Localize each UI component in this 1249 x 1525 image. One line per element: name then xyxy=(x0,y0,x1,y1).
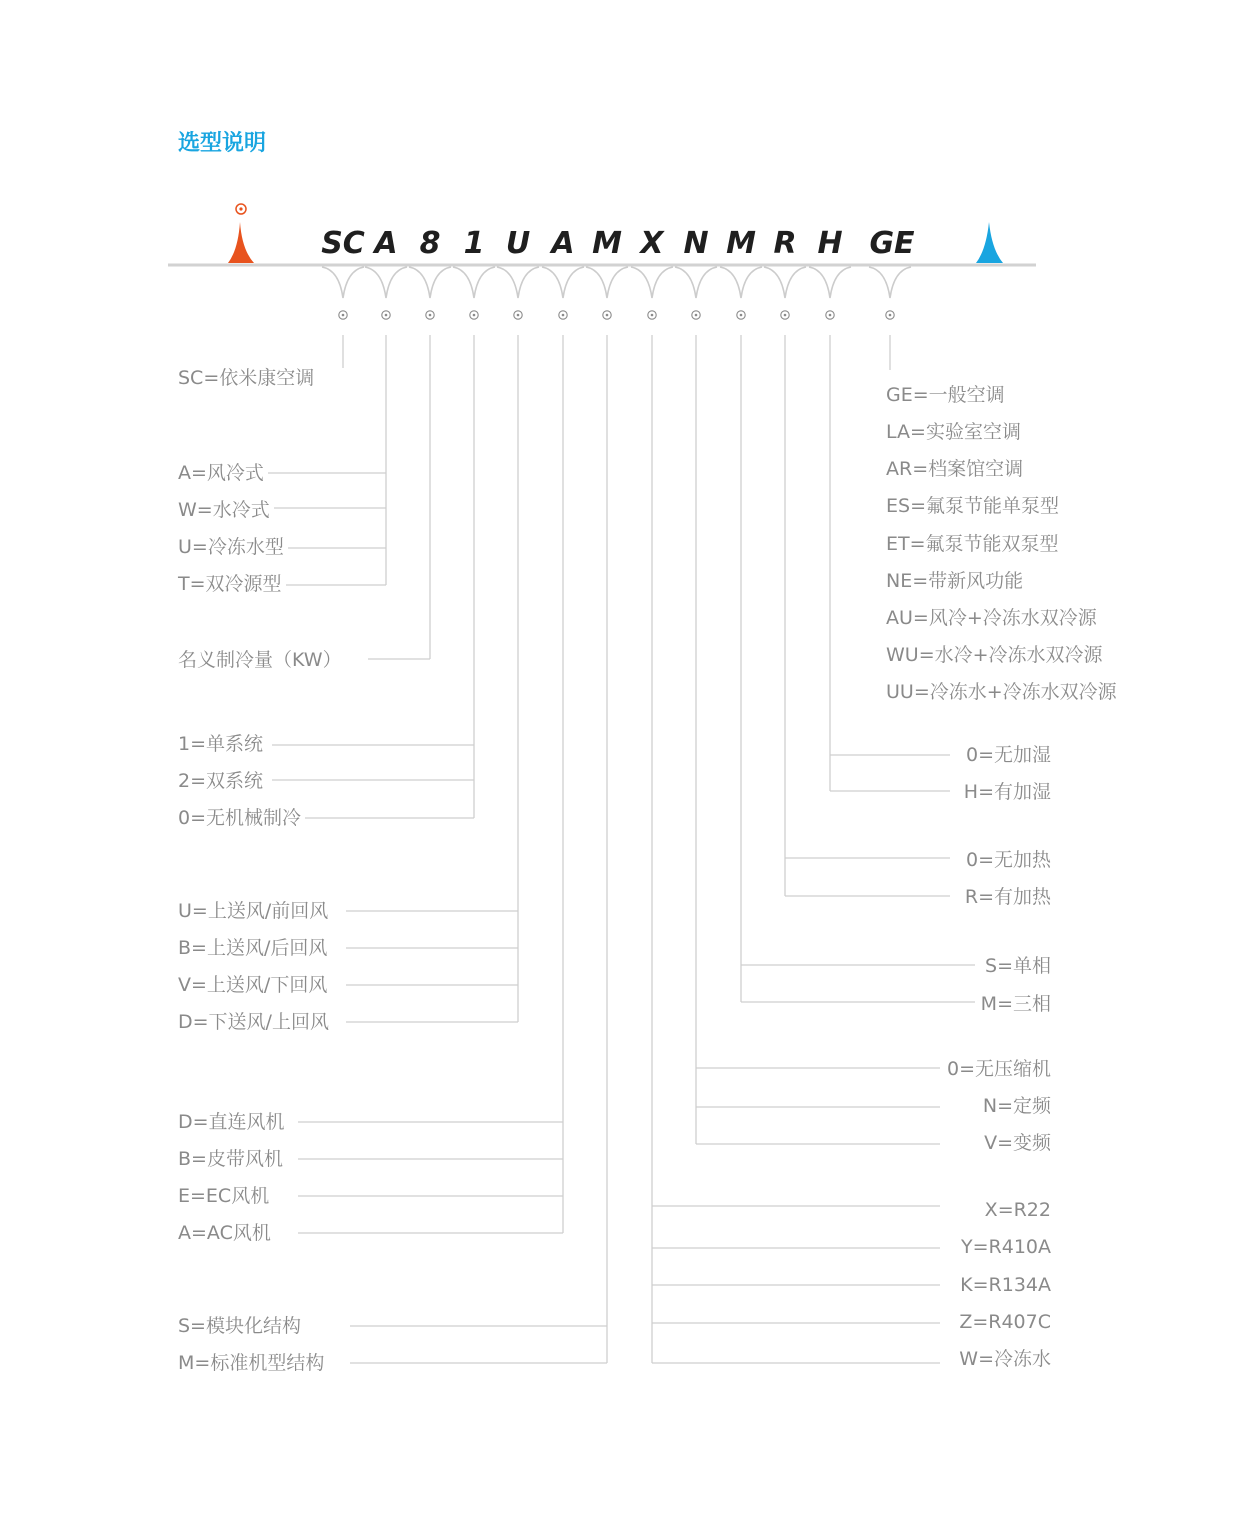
option-humidifier: H=有加湿 xyxy=(960,778,1051,806)
option-system: 1=单系统 xyxy=(178,730,267,758)
option-phase: S=单相 xyxy=(981,952,1051,980)
code-scallop xyxy=(764,267,806,298)
start-dot-center-icon xyxy=(239,207,242,210)
end-marker-icon xyxy=(976,222,1003,263)
code-scallop xyxy=(869,267,911,298)
option-heating: 0=无加热 xyxy=(962,846,1051,874)
option-fan: E=EC风机 xyxy=(178,1182,273,1210)
code-dot-center-icon xyxy=(740,314,743,317)
option-airflow: V=上送风/下回风 xyxy=(178,971,331,999)
code-scallop xyxy=(631,267,673,298)
option-application: AR=档案馆空调 xyxy=(886,455,1023,483)
option-humidifier: 0=无加湿 xyxy=(962,741,1051,769)
code-dot-center-icon xyxy=(784,314,787,317)
page-title: 选型说明 xyxy=(178,131,267,156)
code-scallop xyxy=(542,267,584,298)
code-scallop xyxy=(322,267,364,298)
code-dot-center-icon xyxy=(473,314,476,317)
option-fan: A=AC风机 xyxy=(178,1219,275,1247)
code-dot-center-icon xyxy=(829,314,832,317)
option-capacity: 名义制冷量（KW） xyxy=(178,646,346,674)
code-segment-structure: M xyxy=(592,226,622,261)
code-dot-center-icon xyxy=(562,314,565,317)
option-application: UU=冷冻水+冷冻水双冷源 xyxy=(886,678,1117,706)
code-dot-center-icon xyxy=(342,314,345,317)
code-dot-center-icon xyxy=(889,314,892,317)
code-segment-fan: A xyxy=(551,226,575,261)
option-application: LA=实验室空调 xyxy=(886,418,1021,446)
option-fan: D=直连风机 xyxy=(178,1108,289,1136)
option-application: NE=带新风功能 xyxy=(886,567,1023,595)
option-cooling: A=风冷式 xyxy=(178,459,268,487)
option-system: 0=无机械制冷 xyxy=(178,804,305,832)
code-dot-center-icon xyxy=(517,314,520,317)
code-segment-refrigerant: X xyxy=(640,226,664,261)
option-cooling: U=冷冻水型 xyxy=(178,533,288,561)
option-cooling: W=水冷式 xyxy=(178,496,274,524)
code-segment-compressor: N xyxy=(683,226,709,261)
code-segment-application: GE xyxy=(869,226,915,261)
code-scallop xyxy=(675,267,717,298)
option-refrigerant: X=R22 xyxy=(981,1196,1051,1224)
code-dot-center-icon xyxy=(651,314,654,317)
option-application: ET=氟泵节能双泵型 xyxy=(886,530,1059,558)
option-refrigerant: Y=R410A xyxy=(957,1233,1051,1261)
code-segment-brand: SC xyxy=(321,226,365,261)
code-scallop xyxy=(809,267,851,298)
option-structure: M=标准机型结构 xyxy=(178,1349,328,1377)
code-scallop xyxy=(720,267,762,298)
option-application: ES=氟泵节能单泵型 xyxy=(886,492,1059,520)
code-segment-cooling: A xyxy=(374,226,398,261)
option-airflow: U=上送风/前回风 xyxy=(178,897,332,925)
option-compressor: V=变频 xyxy=(980,1129,1051,1157)
code-segment-capacity: 8 xyxy=(419,226,441,261)
option-compressor: 0=无压缩机 xyxy=(943,1055,1051,1083)
option-compressor: N=定频 xyxy=(979,1092,1051,1120)
option-heating: R=有加热 xyxy=(961,883,1051,911)
code-segment-airflow: U xyxy=(505,226,531,261)
option-refrigerant: K=R134A xyxy=(956,1271,1051,1299)
option-cooling: T=双冷源型 xyxy=(178,570,286,598)
option-application: AU=风冷+冷冻水双冷源 xyxy=(886,604,1097,632)
code-scallop xyxy=(409,267,451,298)
option-application: WU=水冷+冷冻水双冷源 xyxy=(886,641,1103,669)
code-dot-center-icon xyxy=(385,314,388,317)
option-structure: S=模块化结构 xyxy=(178,1312,305,1340)
option-airflow: B=上送风/后回风 xyxy=(178,934,331,962)
code-scallop xyxy=(365,267,407,298)
option-brand: SC=依米康空调 xyxy=(178,364,318,392)
option-application: GE=一般空调 xyxy=(886,381,1005,409)
code-scallop xyxy=(497,267,539,298)
code-scallop xyxy=(586,267,628,298)
code-segment-phase: M xyxy=(726,226,756,261)
option-refrigerant: W=冷冻水 xyxy=(955,1345,1051,1373)
code-dot-center-icon xyxy=(429,314,432,317)
option-airflow: D=下送风/上回风 xyxy=(178,1008,333,1036)
option-refrigerant: Z=R407C xyxy=(955,1308,1051,1336)
code-dot-center-icon xyxy=(695,314,698,317)
code-segment-heating: R xyxy=(773,226,797,261)
code-segment-humidifier: H xyxy=(817,226,843,261)
code-scallop xyxy=(453,267,495,298)
option-system: 2=双系统 xyxy=(178,767,267,795)
code-segment-system: 1 xyxy=(463,226,485,261)
option-phase: M=三相 xyxy=(977,990,1051,1018)
code-dot-center-icon xyxy=(606,314,609,317)
start-marker-icon xyxy=(228,222,254,263)
option-fan: B=皮带风机 xyxy=(178,1145,287,1173)
